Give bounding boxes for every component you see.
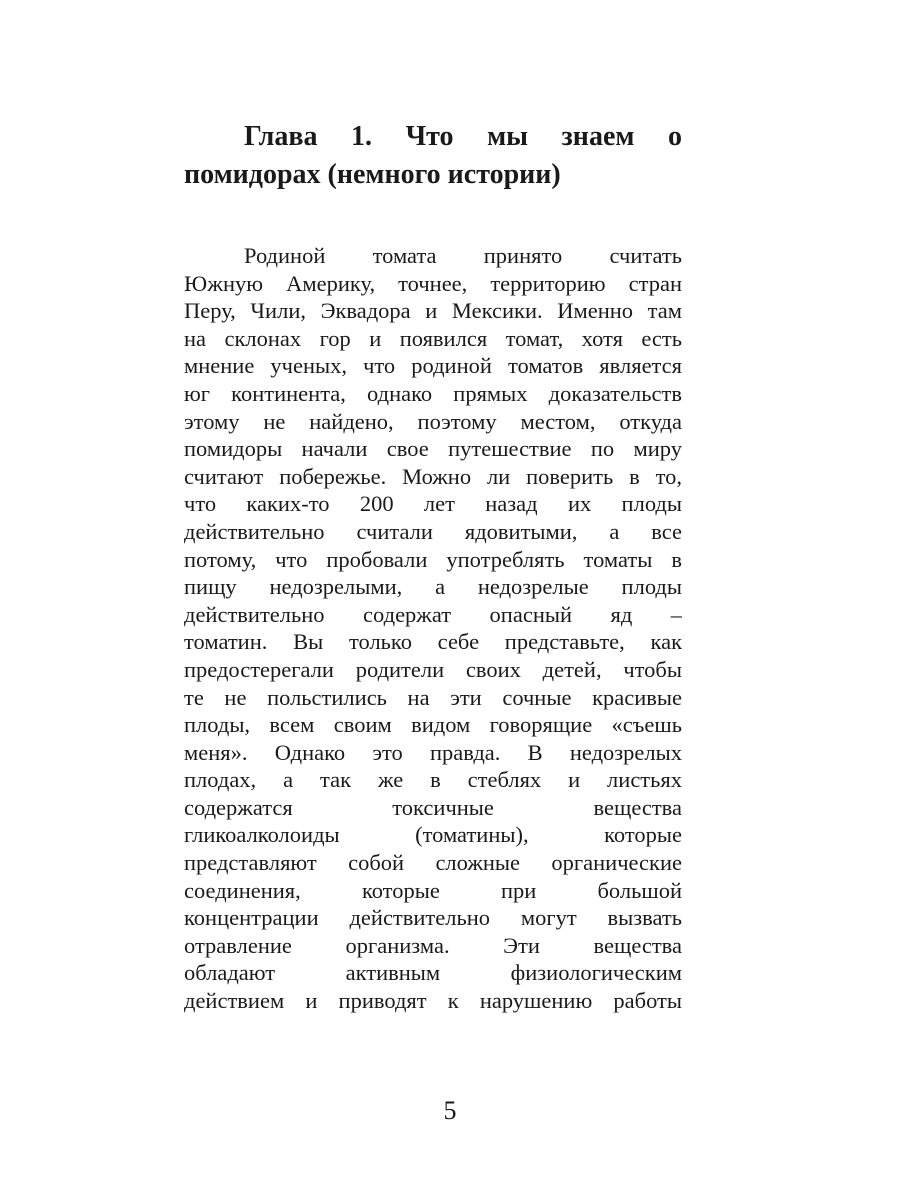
paragraph-line: на склонах гор и появился томат, хотя есть <box>184 325 682 351</box>
paragraph-line: те не польстились на эти сочные красивые <box>184 684 682 710</box>
paragraph-line: помидоры начали свое путешествие по миру <box>184 436 682 462</box>
paragraph-line: Родиной томата принято считать <box>244 243 682 268</box>
paragraph-line: действительно считали ядовитыми, а все <box>184 518 682 544</box>
paragraph-line: соединения, которые при большой <box>184 877 682 903</box>
paragraph-line: действительно содержат опасный яд – <box>184 601 682 627</box>
chapter-title-line-1: Глава 1. Что мы знаем о <box>244 121 682 152</box>
paragraph-line: содержатся токсичные вещества <box>184 794 682 820</box>
paragraph-line: считают побережье. Можно ли поверить в то, <box>184 463 682 489</box>
paragraph-line: мнение ученых, что родиной томатов является <box>184 353 682 379</box>
chapter-title-line-2: помидорах (немного истории) <box>184 159 561 190</box>
paragraph-line: плоды, всем своим видом говорящие «съешь <box>184 712 682 738</box>
chapter-title <box>184 118 682 194</box>
paragraph-line: томатин. Вы только себе представьте, как <box>184 629 682 655</box>
paragraph-line: Перу, Чили, Эквадора и Мексики. Именно там <box>184 298 682 324</box>
paragraph-line: плодах, а так же в стеблях и листьях <box>184 767 682 793</box>
paragraph-line: меня». Однако это правда. В недозрелых <box>184 739 682 765</box>
paragraph-line: гликоалколоиды (томатины), которые <box>184 822 682 848</box>
paragraph-line: обладают активным физиологическим <box>184 960 682 986</box>
paragraph-line: Южную Америку, точнее, территорию стран <box>184 270 682 296</box>
paragraph-line: что каких-то 200 лет назад их плоды <box>184 491 682 517</box>
body-paragraph <box>184 242 682 1015</box>
paragraph-line: концентрации действительно могут вызвать <box>184 905 682 931</box>
paragraph-line: пищу недозрелыми, а недозрелые плоды <box>184 574 682 600</box>
paragraph-line: действием и приводят к нарушению работы <box>184 988 682 1014</box>
paragraph-line: потому, что пробовали употреблять томаты в <box>184 546 682 572</box>
paragraph-line: представляют собой сложные органические <box>184 850 682 876</box>
paragraph-line: этому не найдено, поэтому местом, откуда <box>184 408 682 434</box>
paragraph-line: юг континента, однако прямых доказательств <box>184 380 682 406</box>
paragraph-line: предостерегали родители своих детей, чтобы <box>184 656 682 682</box>
page-number: 5 <box>443 1096 457 1125</box>
paragraph-line: отравление организма. Эти вещества <box>184 932 682 958</box>
